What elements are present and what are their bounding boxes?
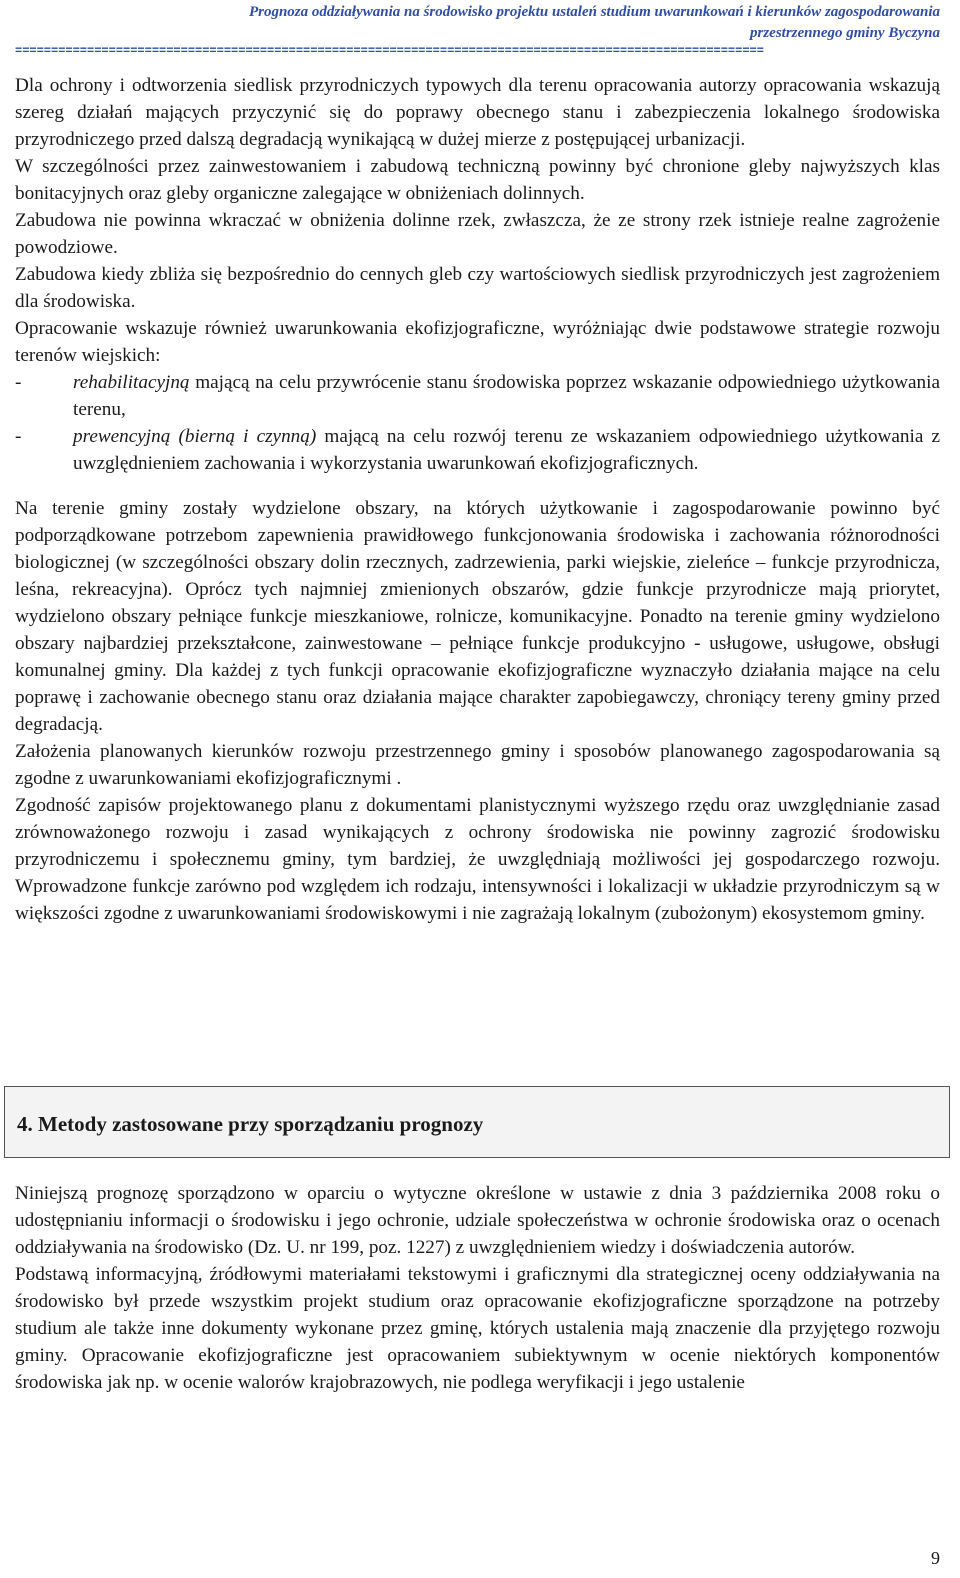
list-item xyxy=(15,423,940,477)
section-title: 4. Metody zastosowane przy sporządzaniu prognozy xyxy=(17,1112,484,1136)
header-title-line1: Prognoza oddziaływania na środowisko projektu ustaleń studium uwarunkowań i kierunków zagospodarowania xyxy=(248,4,940,20)
list-dash: - xyxy=(15,426,22,447)
list-item-text: mającą na celu rozwój terenu ze wskazaniem odpowiedniego użytkowania z uwzględnieniem zachowania i wykorzystania uwarunkowań ekofizjograficznych. xyxy=(73,426,941,474)
page-number: 9 xyxy=(931,1548,940,1568)
paragraph: Zgodność zapisów projektowanego planu z dokumentami planistycznymi wyższego rzędu oraz uwzględnianie zasad zrównoważonego rozwoju i zasad wynikających z ochrony środowiska nie powinny zagrozić środowisku przyrodniczemu i społecznemu gminy, tym bardziej, że uwzględniają możliwości jej gospodarczego rozwoju. Wprowadzone funkcje zarówno pod względem ich rodzaju, intensywności i lokalizacji w układzie przyrodniczym są w większości zgodne z uwarunkowaniami środowiskowymi i nie zagrażają lokalnym (zubożonym) ekosystemom gminy. xyxy=(15,795,940,924)
list-item xyxy=(15,369,940,423)
paragraph: Na terenie gminy zostały wydzielone obszary, na których użytkowanie i zagospodarowanie powinno być podporządkowane potrzebom zapewnienia prawidłowego funkcjonowania środowiska i zachowania różnorodności biologicznej (w szczególności obszary dolin rzecznych, zadrzewienia, parki wiejskie, zieleńce – funkcje przyrodnicza, leśna, rekreacyjna). Oprócz tych najmniej zmienionych obszarów, gdzie funkcje przyrodnicze mają priorytet, wydzielono obszary pełniące funkcje mieszkaniowe, rolnicze, komunikacyjne. Ponadto na terenie gminy wydzielono obszary najbardziej przekształcone, zainwestowane – pełniące funkcje produkcyjno - usługowe, usługowe, obsługi komunalnej gminy. Dla każdej z tych funkcji opracowanie ekofizjograficzne wyznaczyło działania mające na celu poprawę i zachowanie obecnego stanu oraz działania mające charakter zapobiegawczy, chroniący tereny gminy przed degradacją. xyxy=(15,498,940,735)
paragraph: W szczególności przez zainwestowaniem i zabudową techniczną powinny być chronione gleby najwyższych klas bonitacyjnych oraz gleby organiczne zalegające w obniżeniach dolinnych. xyxy=(15,156,940,204)
strategy-list xyxy=(15,369,940,477)
header-rule: ======================================================================================================== xyxy=(15,44,764,58)
section-heading-box xyxy=(4,1086,950,1158)
paragraph: Dla ochrony i odtworzenia siedlisk przyrodniczych typowych dla terenu opracowania autorzy opracowania wskazują szereg działań mających przyczynić się do poprawy obecnego stanu i zabezpieczenia lokalnego środowiska przyrodniczego przed dalszą degradacją wynikającą w dużej mierze z postępującej urbanizacji. xyxy=(15,75,940,150)
page-header xyxy=(0,2,940,58)
section-content xyxy=(15,1180,940,1396)
paragraph: Zabudowa nie powinna wkraczać w obniżenia dolinne rzek, zwłaszcza, że ze strony rzek istnieje realne zagrożenie powodziowe. xyxy=(15,210,940,258)
paragraph: Niniejszą prognozę sporządzono w oparciu o wytyczne określone w ustawie z dnia 3 października 2008 roku o udostępnianiu informacji o środowisku i jego ochronie, udziale społeczeństwa w ochronie środowiska oraz o ocenach oddziaływania na środowisko (Dz. U. nr 199, poz. 1227) z uwzględnieniem wiedzy i doświadczenia autorów. xyxy=(15,1183,940,1258)
spacer xyxy=(15,477,940,495)
list-dash: - xyxy=(15,372,22,393)
list-item-text: mającą na celu przywrócenie stanu środowiska poprzez wskazanie odpowiedniego użytkowania terenu, xyxy=(73,372,940,420)
list-item-emphasis: rehabilitacyjną xyxy=(73,372,190,393)
header-title-line2: przestrzennego gminy Byczyna xyxy=(749,25,940,41)
main-content xyxy=(15,72,940,927)
list-item-emphasis: prewencyjną (bierną i czynną) xyxy=(73,426,317,447)
paragraph: Założenia planowanych kierunków rozwoju przestrzennego gminy i sposobów planowanego zagospodarowania są zgodne z uwarunkowaniami ekofizjograficznymi . xyxy=(15,741,940,789)
paragraph: Opracowanie wskazuje również uwarunkowania ekofizjograficzne, wyróżniając dwie podstawowe strategie rozwoju terenów wiejskich: xyxy=(15,318,940,366)
paragraph: Podstawą informacyjną, źródłowymi materiałami tekstowymi i graficznymi dla strategicznej oceny oddziaływania na środowisko był przede wszystkim projekt studium oraz opracowanie ekofizjograficzne sporządzone na potrzeby studium ale także inne dokumenty wykonane przez gminę, których ustalenia mają znaczenie dla przyjętego rozwoju gminy. Opracowanie ekofizjograficzne jest opracowaniem subiektywnym w ocenie niektórych komponentów środowiska jak np. w ocenie walorów krajobrazowych, nie podlega weryfikacji i jego ustalenie xyxy=(15,1264,940,1393)
paragraph: Zabudowa kiedy zbliża się bezpośrednio do cennych gleb czy wartościowych siedlisk przyrodniczych jest zagrożeniem dla środowiska. xyxy=(15,264,940,312)
